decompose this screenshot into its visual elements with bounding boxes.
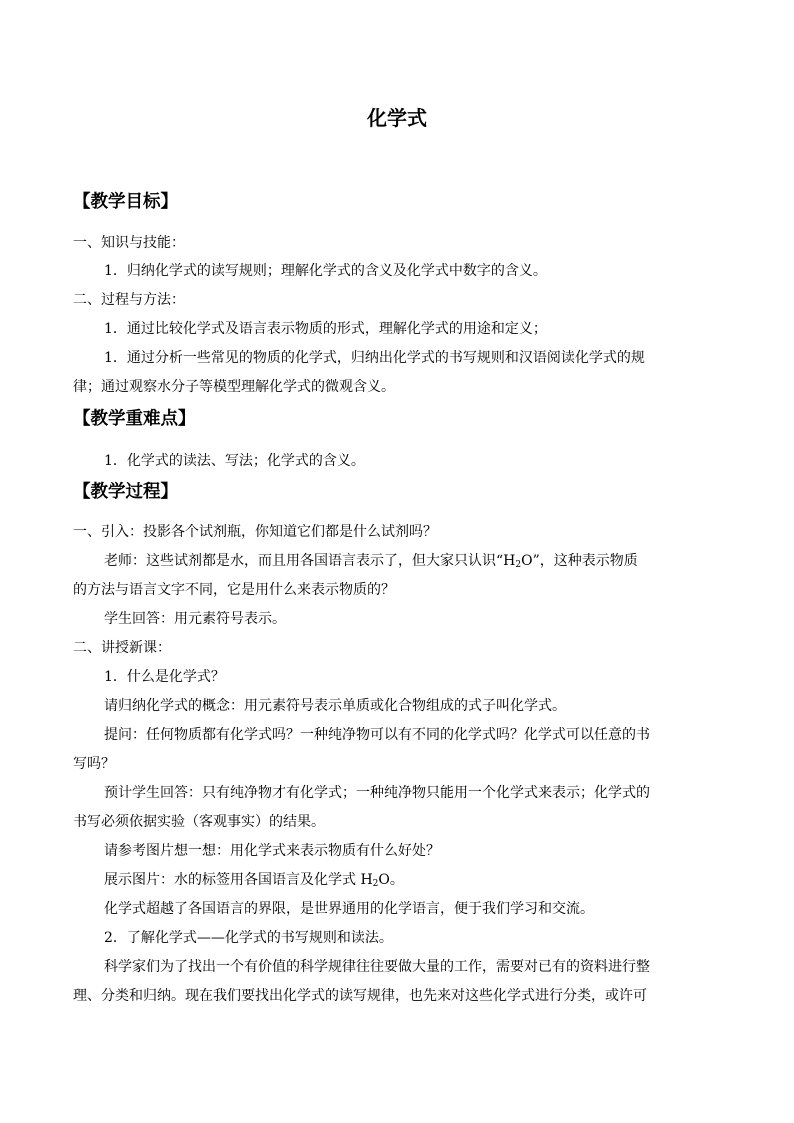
text-segment: 展示图片：水的标签用各国语言及化学式 H — [104, 872, 373, 888]
text-line — [104, 550, 638, 576]
text-line: 1．通过分析一些常见的物质的化学式，归纳出化学式的书写规则和汉语阅读化学式的规 — [104, 350, 645, 366]
text-segment: O。 — [378, 872, 404, 888]
text-line: 的方法与语言文字不同，它是用什么来表示物质的？ — [73, 582, 395, 598]
subscript: 2 — [515, 560, 522, 570]
text-line: 预计学生回答：只有纯净物才有化学式；一种纯净物只能用一个化学式来表示；化学式的 — [104, 785, 650, 801]
text-line: 学生回答：用元素符号表示。 — [104, 611, 286, 627]
text-line: 请归纳化学式的概念：用元素符号表示单质或化合物组成的式子叫化学式。 — [104, 698, 566, 714]
text-line: 书写必须依据实验（客观事实）的结果。 — [73, 814, 325, 830]
text-line: 请参考图片想一想：用化学式来表示物质有什么好处？ — [104, 843, 440, 859]
section-heading-keypoints: 【教学重难点】 — [73, 409, 196, 429]
text-line: 提问：任何物质都有化学式吗？一种纯净物可以有不同的化学式吗？化学式可以任意的书 — [104, 727, 650, 743]
text-line: 1．什么是化学式？ — [104, 669, 225, 685]
text-line: 2．了解化学式——化学式的书写规则和读法。 — [104, 930, 393, 946]
text-line: 理、分类和归纳。现在我们要找出化学式的读写规律，也先来对这些化学式进行分类，或许可 — [73, 988, 647, 1004]
section-heading-objectives: 【教学目标】 — [73, 192, 178, 212]
text-line: 律；通过观察水分子等模型理解化学式的微观含义。 — [73, 379, 395, 395]
text-line — [104, 869, 404, 895]
text-line: 科学家们为了找出一个有价值的科学规律往往要做大量的工作，需要对已有的资料进行整 — [104, 959, 650, 975]
text-segment: 老师：这些试剂都是水，而且用各国语言表示了，但大家只认识“H — [104, 553, 516, 569]
text-line: 二、讲授新课： — [73, 640, 171, 656]
text-line: 1．通过比较化学式及语言表示物质的形式，理解化学式的用途和定义； — [104, 321, 547, 337]
text-line: 一、知识与技能： — [73, 235, 185, 251]
text-line: 化学式超越了各国语言的界限，是世界通用的化学语言，便于我们学习和交流。 — [104, 901, 594, 917]
text-segment: O”，这种表示物质 — [521, 553, 638, 569]
text-line: 一、引入：投影各个试剂瓶，你知道它们都是什么试剂吗？ — [73, 524, 437, 540]
text-line: 1．化学式的读法、写法；化学式的含义。 — [104, 453, 365, 469]
section-heading-process: 【教学过程】 — [73, 482, 178, 502]
subscript: 2 — [372, 879, 379, 889]
text-line: 写吗？ — [73, 756, 115, 772]
page-title: 化学式 — [367, 106, 427, 130]
text-line: 1．归纳化学式的读写规则；理解化学式的含义及化学式中数字的含义。 — [104, 263, 547, 279]
text-line: 二、过程与方法： — [73, 292, 185, 308]
